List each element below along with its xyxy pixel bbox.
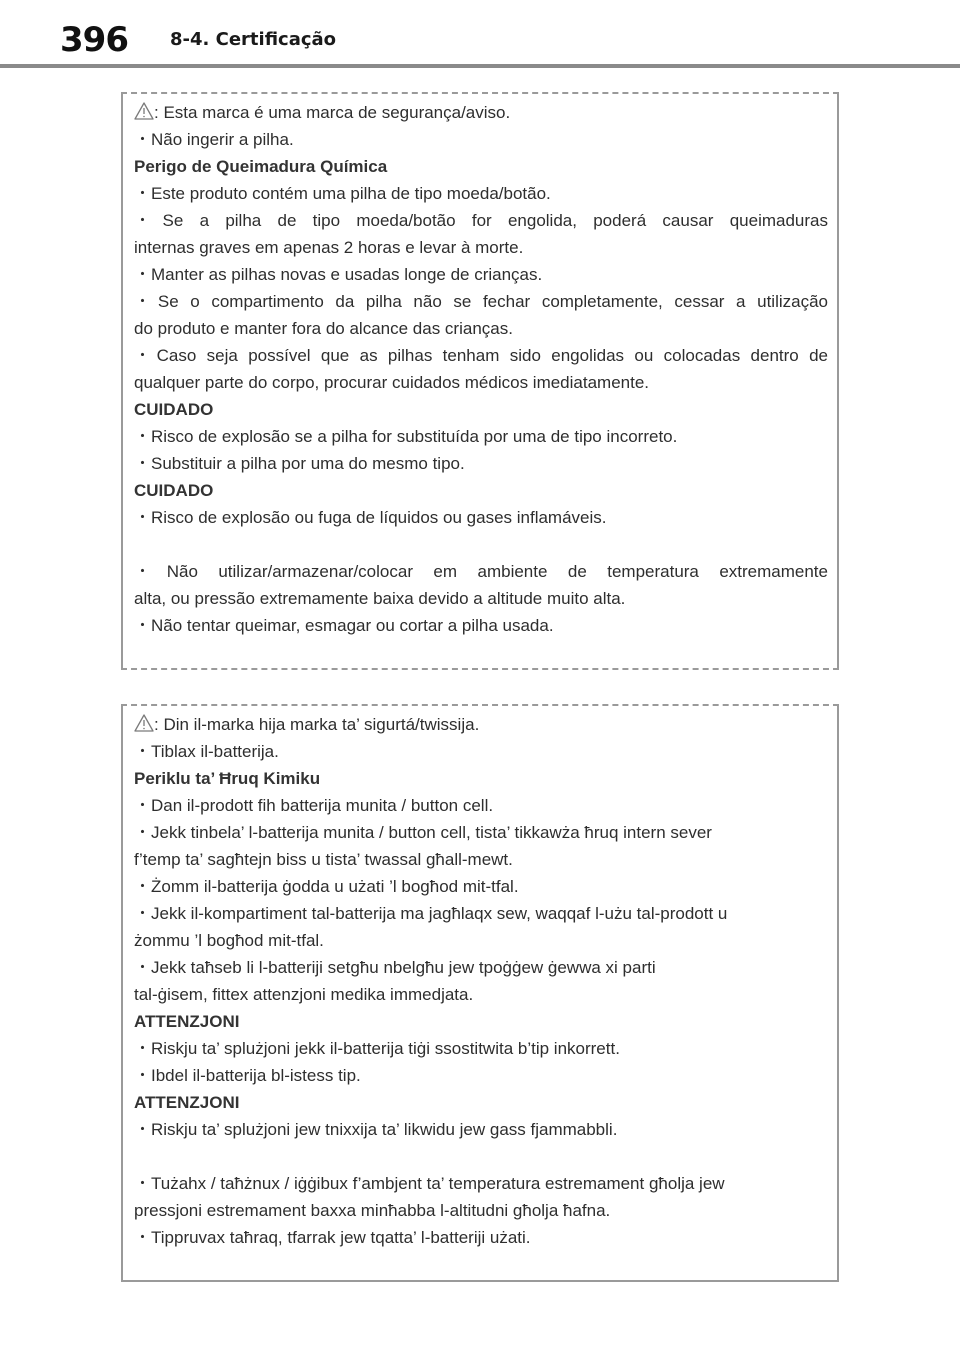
text-line: ・Substituir a pilha por uma do mesmo tipo. [134, 454, 465, 473]
subheading: Periklu ta’ Ħruq Kimiku [134, 769, 321, 788]
symbol-line: : Din il-marka hija marka ta’ sigurtá/twissija. [134, 711, 828, 738]
text-line: ・Jekk tinbela’ l-batterija munita / button cell, tista’ tikkawża ħruq intern sever [134, 823, 712, 842]
box-top-border [121, 704, 839, 706]
subheading: ATTENZJONI [134, 1093, 240, 1112]
text-line: ・Dan il-prodott fih batterija munita / button cell. [134, 796, 494, 815]
text-line: ・Não utilizar/armazenar/colocar em ambiente de temperatura extremamente [134, 562, 828, 581]
text-line: ・Não ingerir a pilha. [134, 130, 294, 149]
blank-line [134, 531, 828, 558]
text-line: ・Não tentar queimar, esmagar ou cortar a pilha usada. [134, 616, 554, 635]
subheading: CUIDADO [134, 400, 214, 419]
text-line: ・Manter as pilhas novas e usadas longe de crianças. [134, 265, 543, 284]
text-line: tal-ġisem, fittex attenzjoni medika immedjata. [134, 985, 474, 1004]
header-rule [0, 64, 960, 68]
text-line: ・Risco de explosão ou fuga de líquidos ou gases inflamáveis. [134, 508, 607, 527]
subheading: Perigo de Queimadura Química [134, 157, 388, 176]
section-title: 8-4. Certificação [170, 29, 337, 50]
page-number: 396 [60, 20, 128, 60]
text-line: do produto e manter fora do alcance das crianças. [134, 319, 513, 338]
text-line: żommu ’l bogħod mit-tfal. [134, 931, 324, 950]
text-line: qualquer parte do corpo, procurar cuidados médicos imediatamente. [134, 373, 650, 392]
subheading: ATTENZJONI [134, 1012, 240, 1031]
text-line: ・Riskju ta’ splużjoni jew tnixxija ta’ likwidu jew gass fjammabbli. [134, 1120, 618, 1139]
text-line: ・Jekk il-kompartiment tal-batterija ma jagħlaqx sew, waqqaf l-użu tal-prodott u [134, 904, 728, 923]
text-line: ・Tippruvax taħraq, tfarrak jew tqatta’ l-batteriji użati. [134, 1228, 531, 1247]
text-line: ・Tiblax il-batterija. [134, 742, 279, 761]
text-line: ・Żomm il-batterija ġodda u użati ’l bogħod mit-tfal. [134, 877, 519, 896]
warning-text-portuguese [134, 99, 828, 639]
warning-box-portuguese [121, 92, 839, 670]
blank-line [134, 1143, 828, 1170]
text-line: ・Tużahx / taħżnux / iġġibux f’ambjent ta’ temperatura estremament għolja jew [134, 1174, 725, 1193]
warning-triangle-icon [134, 102, 154, 120]
text-line: pressjoni estremament baxxa minħabba l-altitudni għolja ħafna. [134, 1201, 611, 1220]
symbol-line: : Esta marca é uma marca de segurança/aviso. [134, 99, 828, 126]
text-line: internas graves em apenas 2 horas e levar à morte. [134, 238, 524, 257]
box-bottom-border [121, 668, 839, 670]
text-line: ・Jekk taħseb li l-batteriji setgħu nbelgħu jew tpoġġew ġewwa xi parti [134, 958, 656, 977]
text-line: ・Se o compartimento da pilha não se fechar completamente, cessar a utilização [134, 292, 828, 311]
text-line: ・Risco de explosão se a pilha for substituída por uma de tipo incorreto. [134, 427, 678, 446]
text-line: ・Ibdel il-batterija bl-istess tip. [134, 1066, 361, 1085]
text-line: f’temp ta’ sagħtejn biss u tista’ twassal għall-mewt. [134, 850, 513, 869]
page-header [0, 0, 960, 70]
warning-text-maltese [134, 711, 828, 1251]
text-line: ・Este produto contém uma pilha de tipo moeda/botão. [134, 184, 551, 203]
box-top-border [121, 92, 839, 94]
text-line: ・Caso seja possível que as pilhas tenham sido engolidas ou colocadas dentro de [134, 346, 828, 365]
text-line: ・Se a pilha de tipo moeda/botão for engolida, poderá causar queimaduras [134, 211, 828, 230]
subheading: CUIDADO [134, 481, 214, 500]
warning-triangle-icon [134, 714, 154, 732]
text-line: alta, ou pressão extremamente baixa devido a altitude muito alta. [134, 589, 626, 608]
text-line: ・Riskju ta’ splużjoni jekk il-batterija tiġi ssostitwita b’tip inkorrett. [134, 1039, 620, 1058]
warning-box-maltese [121, 704, 839, 1282]
